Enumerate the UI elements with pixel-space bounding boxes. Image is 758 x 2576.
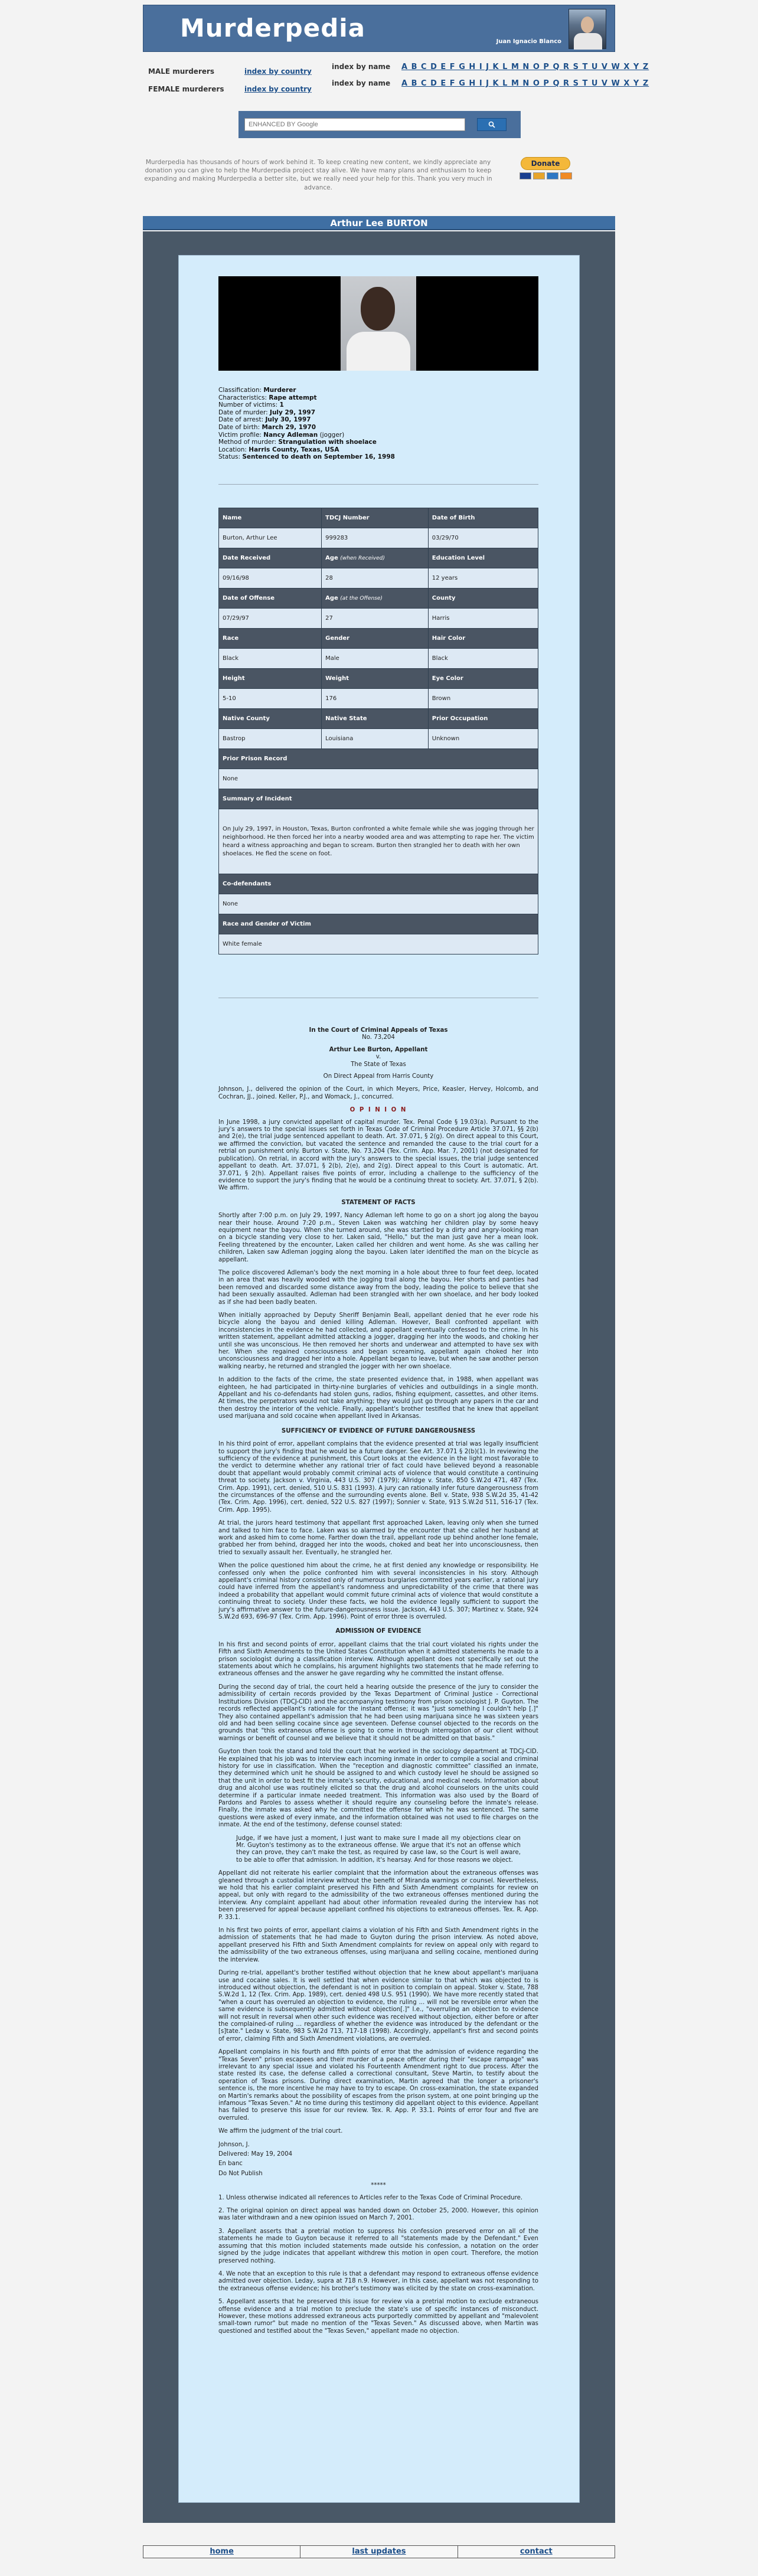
paragraph: In June 1998, a jury convicted appellant of capital murder. Tex. Penal Code § 19.03(a). Pursuant to the jury's answers to the special issues set forth in Texas Code of Criminal Procedure Article 37.071, §§ 2(b) and 2(e), the trial judge sentenced appellant to death. Art. 37.071, § 2(g). On direct appeal to this Court, we affirmed the conviction, but vacated the sentence and remanded the cause to the trial court for a retrial on punishment only. Burton v. State, No. 73,204 (Tex. Crim. App. Mar. 7, 2001) (not designated for publication). On retrial, in accord with the jury's answers to the special issues, the trial judge sentenced appellant to death. Art. 37.071, § 2(b), 2(e), and 2(g). Direct appeal to this Court is automatic. Art. 37.071, § 2(h). Appellant raises five points of error, including a challenge to the sufficiency of the evidence to support the jury's finding that he would be a continuing threat to society. Art. 37.071, § 2(b). We affirm. <box>218 1119 538 1192</box>
male-murderers-label: MALE murderers <box>148 67 215 76</box>
footnote: 5. Appellant asserts that he preserved this issue for review via a pretrial motion to exclude extraneous offense evidence and a trial motion to preclude the state's use of specific instances of misconduct. However, these motions addressed extraneous acts purportedly committed by appellant and "malevolent small-town rumor" but made no mention of the "Texas Seven." As discussed above, when Martin was questioned and testified about the "Texas Seven," appellant made no objection. <box>218 2299 538 2335</box>
female-index-by-country-link[interactable]: index by country <box>244 85 312 93</box>
height-cell: 5-10 <box>219 689 322 709</box>
hair-cell: Black <box>428 649 538 669</box>
mastercard-card-icon <box>533 172 545 179</box>
tdcj-record-table <box>218 508 538 954</box>
paragraph: During the second day of trial, the court held a hearing outside the presence of the jury to consider the admissibility of certain records provided by the Texas Department of Criminal Justice - Correctional Institutions Division (TDCJ-CID) and the accompanying testimony from prison sociologist J. P. Guyton. The records reflected appellant's rationale for the instant offense; it was "just something I couldn't help [.]" They also contained appellant's admission that he had been using marijuana since he was sixteen years old and had been selling cocaine since age seventeen. Defense counsel objected to the records on the grounds that "this extraneous offense is going to come in through interrogation of our client without warnings or benefit of counsel and we believe that it should not be admitted on that basis." <box>218 1683 538 1742</box>
date-received-cell: 09/16/98 <box>219 568 322 589</box>
characteristics-row: Characteristics: Rape attempt <box>218 394 317 401</box>
title-bar <box>143 216 615 230</box>
footer-contact-link[interactable]: contact <box>520 2547 553 2556</box>
weight-cell: 176 <box>322 689 429 709</box>
status-row: Status: Sentenced to death on September 16, 1998 <box>218 453 395 461</box>
author-photo-face <box>581 17 594 33</box>
paragraph: Shortly after 7:00 p.m. on July 29, 1997, Nancy Adleman left home to go on a short jog along the bayou near their house. Around 7:20 p.m., Steven Laken was watching her children play by some heavy equipment near the bayou. When she turned around, she was startled by a dirty and angry-looking man on a bicycle standing very close to her. Laken said, "Hello," but the man just gave her a mean look. Feeling threatened by the encounter, Laken called her children and went home. As she was calling her children, Laken saw Adleman jogging along the bayou. Laken later identified the man on the bicycle as appellant. <box>218 1212 538 1263</box>
discover-card-icon <box>560 172 572 179</box>
paragraph: In his first two points of error, appellant claims a violation of his Fifth and Sixth Amendment rights in the admission of statements that he had made to Guyton during the prison interview. As noted above, appellant preserved his Fifth and Sixth Amendment complaints for review on appeal only with regard to the admissibility of the two extraneous offenses, using marijuana and selling cocaine, mentioned during the interview. <box>218 1927 538 1963</box>
date-of-murder-row: Date of murder: July 29, 1997 <box>218 408 316 416</box>
summary-cell: On July 29, 1997, in Houston, Texas, Burton confronted a white female while she was jogging through her neighborhood. He then forced her into a nearby wooded area and was attempting to rape her. The victim heard a witness approaching and began to scream. Burton then strangled her to death with her own shoelaces. He fled the scene on foot. <box>219 809 538 874</box>
classification-row: Classification: Murderer <box>218 387 296 394</box>
header-cell: Education Level <box>428 548 538 568</box>
male-alphabet-links[interactable]: A B C D E F G H I J K L M N O P Q R S T U V W X Y Z <box>401 63 649 71</box>
mugshot-photo <box>341 276 416 371</box>
header-cell: Age (at the Offense) <box>322 589 429 609</box>
male-index-by-name-label: index by name <box>332 63 391 71</box>
search-input[interactable] <box>244 118 465 131</box>
header-cell: Date of Offense <box>219 589 322 609</box>
page-title: Arthur Lee BURTON <box>330 218 428 228</box>
donate-button[interactable]: Donate <box>521 157 570 170</box>
paragraph: Guyton then took the stand and told the court that he worked in the sociology department at TDCJ-CID. He explained that his job was to interview each incoming inmate in order to compile a social and criminal history for use in classification. When the "reception and diagnostic committee" classified an inmate, they determined which unit he should be assigned to and which custody level he should be assigned so that the unit in order to best fit the inmate's security, educational, and medical needs. Information about drug and alcohol use was routinely elicited so that the drug and alcohol counselors on the units could determine if a particular inmate needed treatment. This information was also used by the Board of Pardons and Paroles to assess whether it should require any counseling before the inmate's release. Finally, the inmate was asked why he committed the offense for which he was sentenced. The same questions were asked of every inmate, and the information obtained was not used to file charges on the inmate. At the end of the testimony, defense counsel stated: <box>218 1748 538 1829</box>
header-cell: Prior Occupation <box>428 709 538 729</box>
section-heading: SUFFICIENCY OF EVIDENCE OF FUTURE DANGEROUSNESS <box>281 1427 476 1434</box>
site-title[interactable]: Murderpedia <box>180 14 366 43</box>
search-icon <box>488 121 495 128</box>
header-cell: Race <box>219 629 322 649</box>
native-county-cell: Bastrop <box>219 729 322 749</box>
prison-record-cell: None <box>219 769 538 789</box>
victims-row: Number of victims: 1 <box>218 401 284 409</box>
paragraph: In his first and second points of error, appellant claims that the trial court violated his rights under the Fifth and Sixth Amendments to the United States Constitution when it admitted statements he made to a prison sociologist during a classification interview. Although appellant does not specifically set out the statements about which he complains, his argument highlights two statements that he made referring to extraneous offenses and the answer he gave regarding why he committed the instant offense. <box>218 1641 538 1678</box>
search-bar <box>238 111 521 138</box>
header-cell: Co-defendants <box>219 874 538 894</box>
paragraph: We affirm the judgment of the trial court. <box>218 2128 343 2135</box>
mugshot-frame <box>218 276 538 371</box>
native-state-cell: Louisiana <box>322 729 429 749</box>
court-name: In the Court of Criminal Appeals of Texas <box>309 1027 448 1034</box>
support-message: Murderpedia has thousands of hours of work behind it. To keep creating new content, we kindly appreciate any donation you can give to help the Murderpedia project stay alive. We have many plans and enthusiasm to keep expanding and making Murderpedia a better site, but we really need your help for this. Thank you very much in advance. <box>144 159 492 191</box>
author-photo-shirt <box>574 33 602 50</box>
donate-box <box>515 157 576 187</box>
state: The State of Texas <box>351 1061 406 1068</box>
victim-profile-row: Victim profile: Nancy Adleman (jogger) <box>218 431 345 439</box>
classification-block <box>218 387 395 461</box>
header-cell: Eye Color <box>428 669 538 689</box>
direct-appeal: On Direct Appeal from Harris County <box>323 1073 434 1080</box>
occupation-cell: Unknown <box>428 729 538 749</box>
separator-stars: ***** <box>371 2182 386 2189</box>
delivered-date: Delivered: May 19, 2004 <box>218 2151 293 2158</box>
header-cell: Date of Birth <box>428 508 538 528</box>
paragraph: Judge, if we have just a moment, I just want to make sure I made all my objections clear on Mr. Guyton's testimony as to the extraneous offense. We argue that it's not an offense which they can prove, they can't make the test, as required by case law, so the Court is well aware, to be able to offer that admission. In addition, it's hearsay. And for those reasons we object. <box>236 1835 521 1864</box>
header-cell: Hair Color <box>428 629 538 649</box>
divider <box>218 484 538 485</box>
header-cell: Date Received <box>219 548 322 568</box>
age-offense-cell: 27 <box>322 609 429 629</box>
location-row: Location: Harris County, Texas, USA <box>218 446 339 453</box>
header-cell: Name <box>219 508 322 528</box>
education-cell: 12 years <box>428 568 538 589</box>
opinion-meta <box>218 2142 538 2178</box>
paragraph: In his third point of error, appellant complains that the evidence presented at trial was legally insufficient to support the jury's finding that he would be a future danger. See Art. 37.071 § 2(b)(1). In reviewing the sufficiency of the evidence at punishment, this Court looks at the evidence in the light most favorable to the verdict to determine whether any rational trier of fact could have believed beyond a reasonable doubt that appellant would probably commit criminal acts of violence that would constitute a continuing threat to society. Jackson v. Virginia, 443 U.S. 307 (1979); Allridge v. State, 850 S.W.2d 471, 487 (Tex. Crim. App. 1991), cert. denied, 510 U.S. 831 (1993). A jury can rationally infer future dangerousness from the circumstances of the offense and the surrounding events alone. Bell v. State, 938 S.W.2d 35, 41-42 (Tex. Crim. App. 1996), cert. denied, 522 U.S. 827 (1997); Sonnier v. State, 913 S.W.2d 511, 516-17 (Tex. Crim. App. 1995). <box>218 1441 538 1513</box>
mugshot-shirt <box>347 332 410 371</box>
paragraph: Appellant complains in his fourth and fifth points of error that the admission of evidence regarding the "Texas Seven" prison escapees and their murder of a peace officer during their "escape rampage" was irrelevant to any special issue and violated his Fourteenth Amendment right to due process. After the state rested its case, the defense called a correctional consultant, Steve Martin, to testify about the operation of Texas prisons. During direct examination, Martin agreed that the longer a prisoner's sentence is, the more incentive he may have to try to escape. On cross-examination, the state expanded on Martin's remarks about the possibility of escapes from the prison system, at one point bringing up the infamous "Texas Seven." At no time during this testimony did appellant object to this evidence. Appellant has failed to preserve this issue for our review. Tex. R. App. P. 33.1. Points of error four and five are overruled. <box>218 2049 538 2121</box>
paragraph: During re-trial, appellant's brother testified without objection that he knew about appellant's marijuana use and cocaine sales. It is well settled that when evidence similar to that which was objected to is introduced without objection, the defendant is not in position to complain on appeal. Stoker v. State, 788 S.W.2d 1, 12 (Tex. Crim. App. 1989), cert. denied 498 U.S. 951 (1990). We have more recently stated that "when a court has overruled an objection to evidence, the ruling ... will not be reversible error when the same evidence is subsequently admitted without objection[.]" I.e., "overruling an objection to evidence will not result in reversal when other such evidence was received without objection, either before or after the complained-of ruling ... regardless of whether the evidence was introduced by the defendant or the [s]tate." Leday v. State, 983 S.W.2d 713, 717-18 (1998). Accordingly, appellant's first and second points of error, claiming Fifth and Sixth Amendment violations, are overruled. <box>218 1970 538 2042</box>
publish-status: Do Not Publish <box>218 2170 263 2177</box>
county-cell: Harris <box>428 609 538 629</box>
date-offense-cell: 07/29/97 <box>219 609 322 629</box>
race-cell: Black <box>219 649 322 669</box>
court-opinion <box>218 1027 538 2341</box>
amex-card-icon <box>547 172 558 179</box>
footnote: 1. Unless otherwise indicated all references to Articles refer to the Texas Code of Criminal Procedure. <box>218 2194 523 2201</box>
footer-nav <box>143 2545 615 2558</box>
header-cell: Height <box>219 669 322 689</box>
payment-cards <box>515 172 576 179</box>
eye-cell: Brown <box>428 689 538 709</box>
site-header <box>143 5 615 52</box>
paragraph: Appellant did not reiterate his earlier complaint that the information about the extraneous offenses was gleaned through a custodial interview without the benefit of Miranda warnings or counsel. Nevertheless, we hold that his earlier complaint preserved his Fifth and Sixth Amendment complaints for review on appeal, but only with regard to the admissibility of the two extraneous offenses mentioned during the interview. Any complaint appellant had about other information revealed during the interview has not been preserved for appeal because appellant confined his objections to extraneous offenses. Tex. R. App. P. 33.1. <box>218 1870 538 1921</box>
gender-cell: Male <box>322 649 429 669</box>
footnote: 4. We note that an exception to this rule is that a defendant may respond to extraneous offense evidence admitted over objection. Leday, supra at 718 n.9. However, in this case, appellant was not responding to the extraneous offense evidence; his brother's testimony was elicited by the state on cross-examination. <box>218 2270 538 2292</box>
footer-last-updates-link[interactable]: last updates <box>300 2546 458 2558</box>
en-banc: En banc <box>218 2160 243 2168</box>
author: Johnson, J. <box>218 2141 250 2148</box>
opinion-heading: O P I N I O N <box>349 1107 407 1114</box>
header-cell: Age (when Received) <box>322 548 429 568</box>
name-cell: Burton, Arthur Lee <box>219 528 322 548</box>
footnote: 2. The original opinion on direct appeal was handed down on October 25, 2000. However, this opinion was later withdrawn and a new opinion issued on March 7, 2001. <box>218 2208 538 2222</box>
date-of-birth-row: Date of birth: March 29, 1970 <box>218 423 316 431</box>
header-cell: Race and Gender of Victim <box>219 914 538 934</box>
codefendants-cell: None <box>219 894 538 914</box>
female-murderers-label: FEMALE murderers <box>148 85 224 93</box>
age-received-cell: 28 <box>322 568 429 589</box>
appellant: Arthur Lee Burton, Appellant <box>329 1046 428 1053</box>
author-photo <box>568 9 606 49</box>
header-cell: TDCJ Number <box>322 508 429 528</box>
header-cell: Weight <box>322 669 429 689</box>
male-index-by-country-link[interactable]: index by country <box>244 67 312 76</box>
header-cell: Native County <box>219 709 322 729</box>
paragraph: At trial, the jurors heard testimony that appellant first approached Laken, leaving only when she turned and talked to him face to face. Laken was so alarmed by the encounter that she called her husband at work and asked him to come home. Farther down the trail, appellant rode up behind another lone female, grabbed her from behind, dragged her into the woods, choked and beat her into unconsciousness, then tried to sexually assault her. Eventually, he strangled her. <box>218 1520 538 1556</box>
header-cell: County <box>428 589 538 609</box>
header-cell: Summary of Incident <box>219 789 538 809</box>
footer-home-link[interactable]: home <box>143 2546 300 2558</box>
section-heading: STATEMENT OF FACTS <box>341 1199 416 1206</box>
mugshot-head <box>361 287 395 331</box>
header-cell: Prior Prison Record <box>219 749 538 769</box>
victim-race-cell: White female <box>219 934 538 954</box>
author-name: Juan Ignacio Blanco <box>496 38 561 45</box>
female-index-by-name-label: index by name <box>332 79 391 87</box>
female-alphabet-links[interactable]: A B C D E F G H I J K L M N O P Q R S T U V W X Y Z <box>401 79 649 88</box>
versus: v. <box>375 1054 381 1061</box>
paragraph: In addition to the facts of the crime, the state presented evidence that, in 1988, when appellant was eighteen, he had participated in thirty-nine burglaries of vehicles and outbuildings in a single month. Appellant and his co-defendants had stolen guns, radios, fishing equipment, cassettes, and other items. At times, the perpetrators would not take anything; they would just go through any papers in the car and then destroy the interior of the vehicle. Finally, appellant's brother testified that he knew that appellant used marijuana and sold cocaine when appellant lived in Arkansas. <box>218 1377 538 1420</box>
dob-cell: 03/29/70 <box>428 528 538 548</box>
header-cell: Native State <box>322 709 429 729</box>
tdcj-number-cell: 999283 <box>322 528 429 548</box>
case-number: No. 73,204 <box>362 1034 395 1041</box>
date-of-arrest-row: Date of arrest: July 30, 1997 <box>218 416 311 424</box>
footnote: 3. Appellant asserts that a pretrial motion to suppress his confession preserved error on all of the statements he made to Guyton because it referred to all "statements made by the Defendant." Even assuming that this motion included statements made outside his confession, a notation on the order signed by the judge indicates that appellant withdrew this motion in open court. Therefore, the motion preserved nothing. <box>218 2228 538 2264</box>
method-row: Method of murder: Strangulation with shoelace <box>218 439 377 446</box>
paragraph: The police discovered Adleman's body the next morning in a hole about three to four feet deep, located in an area that was heavily wooded with the jogging trail along the bayou. Her shorts and panties had been removed and discarded some distance away from the body, leading the police to believe that she had been sexually assaulted. Adleman had been strangled with her own shoelace, and her body looked as if she had been badly beaten. <box>218 1269 538 1306</box>
visa-card-icon <box>520 172 531 179</box>
paragraph: When the police questioned him about the crime, he at first denied any knowledge or responsibility. He confessed only when the police confronted him with several inconsistencies in his story. Although appellant's criminal history consisted only of numerous burglaries committed years earlier, a rational jury could have inferred from the appellant's randomness and unpredictability of the crime that there was indeed a probability that appellant would commit future criminal acts of violence that would constitute a continuing threat to society. Under these facts, we hold the evidence legally sufficient to support the jury's affirmative answer to the future-dangerousness issue. Jackson, 443 U.S. 307; Martinez v. State, 924 S.W.2d 693, 696-97 (Tex. Crim. App. 1996). Point of error three is overruled. <box>218 1562 538 1621</box>
search-button[interactable] <box>477 118 507 131</box>
header-cell: Gender <box>322 629 429 649</box>
paragraph: When initially approached by Deputy Sheriff Benjamin Beall, appellant denied that he ever rode his bicycle along the bayou and denied killing Adleman. However, Beall confronted appellant with inconsistencies in the evidence he had collected, and appellant eventually confessed to the crime. In his written statement, appellant admitted attacking a jogger, dragging her into the woods, and choking her until she was unconscious. He then removed her shorts and underwear and attempted to have sex with her. When she regained consciousness and began screaming, appellant again choked her into unconsciousness and dragged her into a hole. Appellant began to leave, but when he saw another person walking nearby, he returned and strangled the jogger with her own shoelace. <box>218 1312 538 1370</box>
section-heading: ADMISSION OF EVIDENCE <box>335 1628 422 1635</box>
judges: Johnson, J., delivered the opinion of the Court, in which Meyers, Price, Keasler, Hervey, Holcomb, and Cochran, JJ., joined. Keller, P.J., and Womack, J., concurred. <box>218 1086 538 1100</box>
